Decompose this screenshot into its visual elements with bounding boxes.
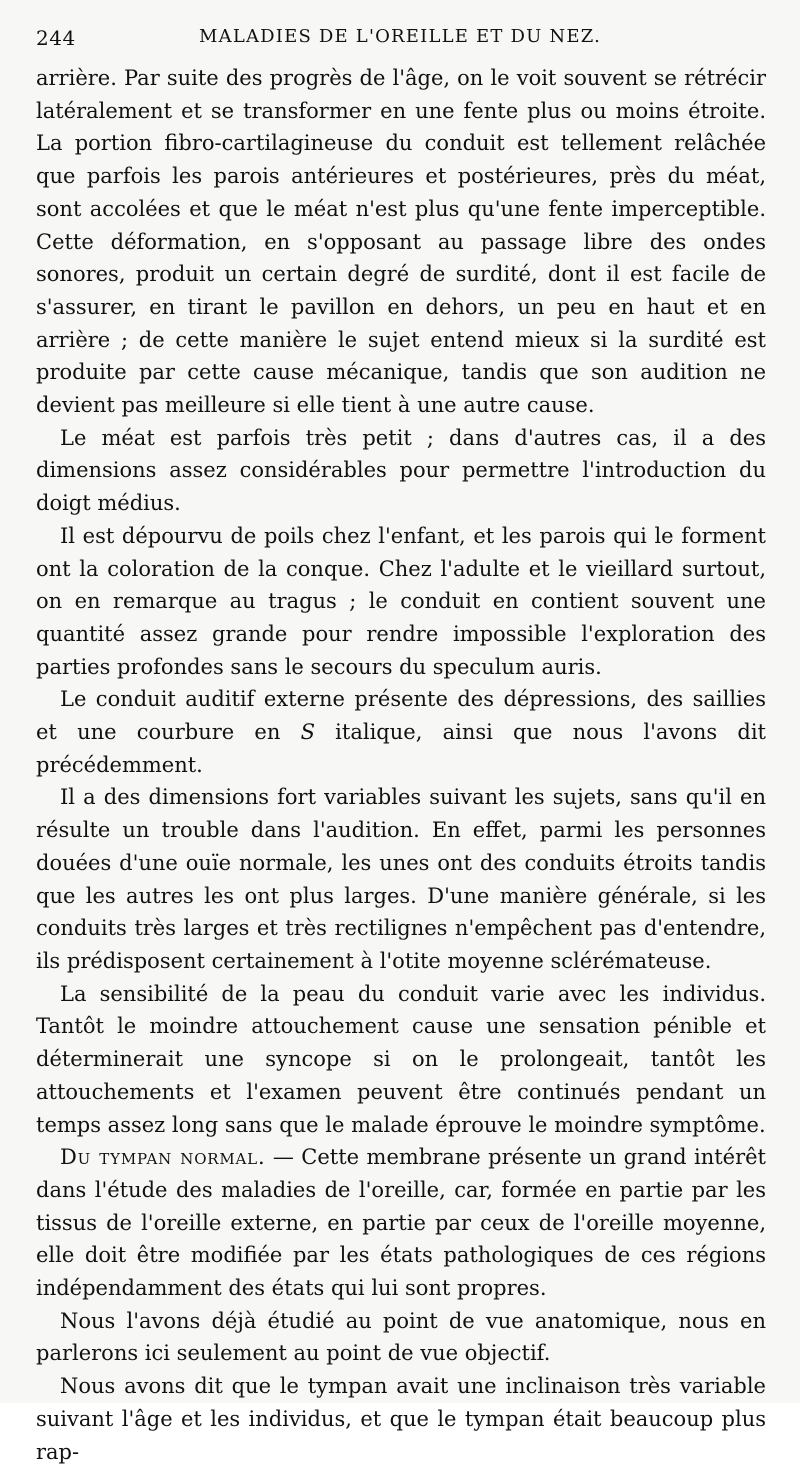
section-heading-tympan: Du tympan normal. <box>60 1145 266 1170</box>
paragraph-curvature <box>36 683 766 781</box>
paragraph-curvature-text-a: Le conduit auditif externe présente des dépressions, des saillies et une courbure en <box>36 687 766 745</box>
paragraph-tympan <box>36 1141 766 1305</box>
paragraph-hair: Il est dépourvu de poils chez l'enfant, et les parois qui le forment ont la coloration de la conque. Chez l'adulte et le vieillard surtout, on en remarque au tragus ; le conduit en contient souvent une quantité assez grande pour rendre impossible l'exploration des parties profondes sans le secours du speculum auris. <box>36 523 766 679</box>
paragraph-meat-size: Le méat est parfois très petit ; dans d'autres cas, il a des dimensions assez considérables pour permettre l'introduction du doigt médius. <box>36 425 766 516</box>
italic-s: S <box>300 720 315 745</box>
paragraph-sensitivity: La sensibilité de la peau du conduit varie avec les individus. Tantôt le moindre attouchement cause une sensation pénible et déterminerait une syncope si on le prolongeait, tantôt les attouchements et l'examen peuvent être continués pendant un temps assez long sans que le malade éprouve le moindre symptôme. <box>36 981 766 1137</box>
paragraph-objective: Nous l'avons déjà étudié au point de vue anatomique, nous en parlerons ici seulement au point de vue objectif. <box>36 1308 766 1366</box>
page-header <box>36 26 764 66</box>
paragraph-dimensions: Il a des dimensions fort variables suivant les sujets, sans qu'il en résulte un trouble dans l'audition. En effet, parmi les personnes douées d'une ouïe normale, les unes ont des conduits étroits tandis que les autres les ont plus larges. D'une manière générale, si les conduits très larges et très rectilignes n'empêchent pas d'entendre, ils prédisposent certainement à l'otite moyenne sclérémateuse. <box>36 785 766 973</box>
paragraph-tympan-text: — Cette membrane présente un grand intérêt dans l'étude des maladies de l'oreille, car, formée en partie par les tissus de l'oreille externe, en partie par ceux de l'oreille moyenne, elle doit être modifiée par les états pathologiques de ces régions indépendamment des états qui lui sont propres. <box>36 1145 766 1301</box>
paragraph-curvature-text-b: italique, ainsi que nous l'avons dit précédemment. <box>36 720 766 777</box>
body-text <box>36 62 766 1468</box>
running-head: MALADIES DE L'OREILLE ET DU NEZ. <box>198 26 602 47</box>
page-number: 244 <box>36 26 76 50</box>
paragraph-inclination: Nous avons dit que le tympan avait une inclinaison très variable suivant l'âge et les individus, et que le tympan était beaucoup plus rap- <box>36 1374 766 1464</box>
paragraph-continuation: arrière. Par suite des progrès de l'âge, on le voit souvent se rétrécir latéralement et se transformer en une fente plus ou moins étroite. La portion fibro-cartilagineuse du conduit est tellement relâchée que parfois les parois antérieures et postérieures, près du méat, sont accolées et que le méat n'est plus qu'une fente imperceptible. Cette déformation, en s'opposant au passage libre des ondes sonores, produit un certain degré de surdité, dont il est facile de s'assurer, en tirant le pavillon en dehors, un peu en haut et en arrière ; de cette manière le sujet entend mieux si la surdité est produite par cette cause mécanique, tandis que son audition ne devient pas meilleure si elle tient à une autre cause. <box>36 66 766 418</box>
